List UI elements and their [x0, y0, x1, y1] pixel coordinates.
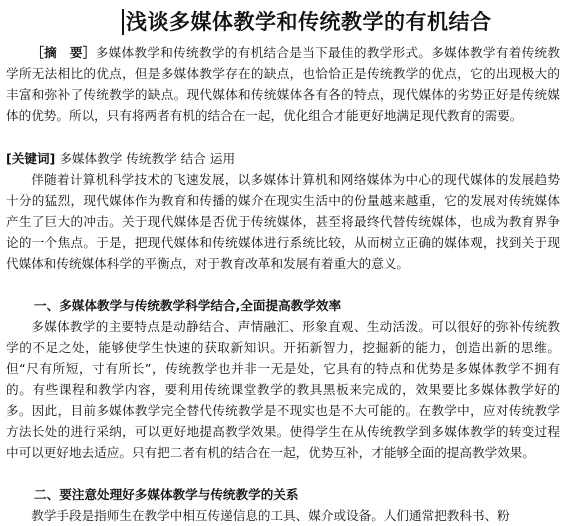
abstract-text: 多媒体教学和传统教学的有机结合是当下最佳的教学形式。多媒体教学有着传统教学所无法相比的优点，但是多媒体教学存在的缺点，也恰恰正是传统教学的优点，它的出现极大的丰富和弥补了传统教学的缺点。现代媒体和传统媒体各有各的特点，现代媒体的劣势正好是传统媒体的优势。所以，只有将两者有机的结合在一起，优化组合才能更好地满足现代教育的需要。 [6, 45, 561, 123]
abstract-label: ［摘 要］ [31, 45, 96, 60]
keywords-label: [关键词] [6, 151, 56, 166]
section2-paragraph: 教学手段是指师生在教学中相互传递信息的工具、媒介或设备。人们通常把教科书、粉 [31, 508, 510, 523]
text-cursor [122, 9, 124, 35]
article-title: 浅谈多媒体教学和传统教学的有机结合 [126, 10, 492, 34]
intro-paragraph: 伴随着计算机科学技术的飞速发展，以多媒体计算机和网络媒体为中心的现代媒体的发展趋势十分的猛烈，现代媒体作为教育和传播的媒介在现实生活中的份量越来越重，它的发展对传统媒体产生了巨大的冲击。关于现代媒体是否优于传统媒体，甚至将最终代替传统媒体，也成为教育界争论的一个焦点。于是，把现代媒体和传统媒体进行系统比较，从而树立正确的媒体观，找到关于现代媒体和传统媒体科学的平衡点，对于教育改革和发展有着重大的意义。 [6, 172, 560, 271]
keywords-text: 多媒体教学 传统教学 结合 运用 [59, 151, 236, 166]
abstract-paragraph [6, 42, 560, 126]
section1-heading: 一、多媒体教学与传统教学科学结合,全面提高教学效率 [34, 298, 342, 313]
section2-heading: 二、要注意处理好多媒体教学与传统教学的关系 [34, 487, 299, 502]
keywords-paragraph [6, 148, 560, 169]
section1-paragraph: 多媒体教学的主要特点是动静结合、声情融汇、形象直观、生动活泼。可以很好的弥补传统教学的不足之处，能够使学生快速的获取新知识。开拓新智力，挖掘新的能力，创造出新的思维。但“尺有所短，寸有所长”，传统教学也并非一无是处，它具有的特点和优势是多媒体教学不拥有的。有些课程和教学内容，要利用传统课堂教学的教具黑板来完成的，效果要比多媒体教学好的多。因此，目前多媒体教学完全替代传统教学是不现实也是不大可能的。在教学中，应对传统教学方法长处的进行采纳，可以更好地提高教学效果。使得学生在从传统教学到多媒体教学的转变过程中可以更好地去适应。只有把二者有机的结合在一起，优势互补，才能够全面的提高教学效果。 [6, 319, 560, 460]
